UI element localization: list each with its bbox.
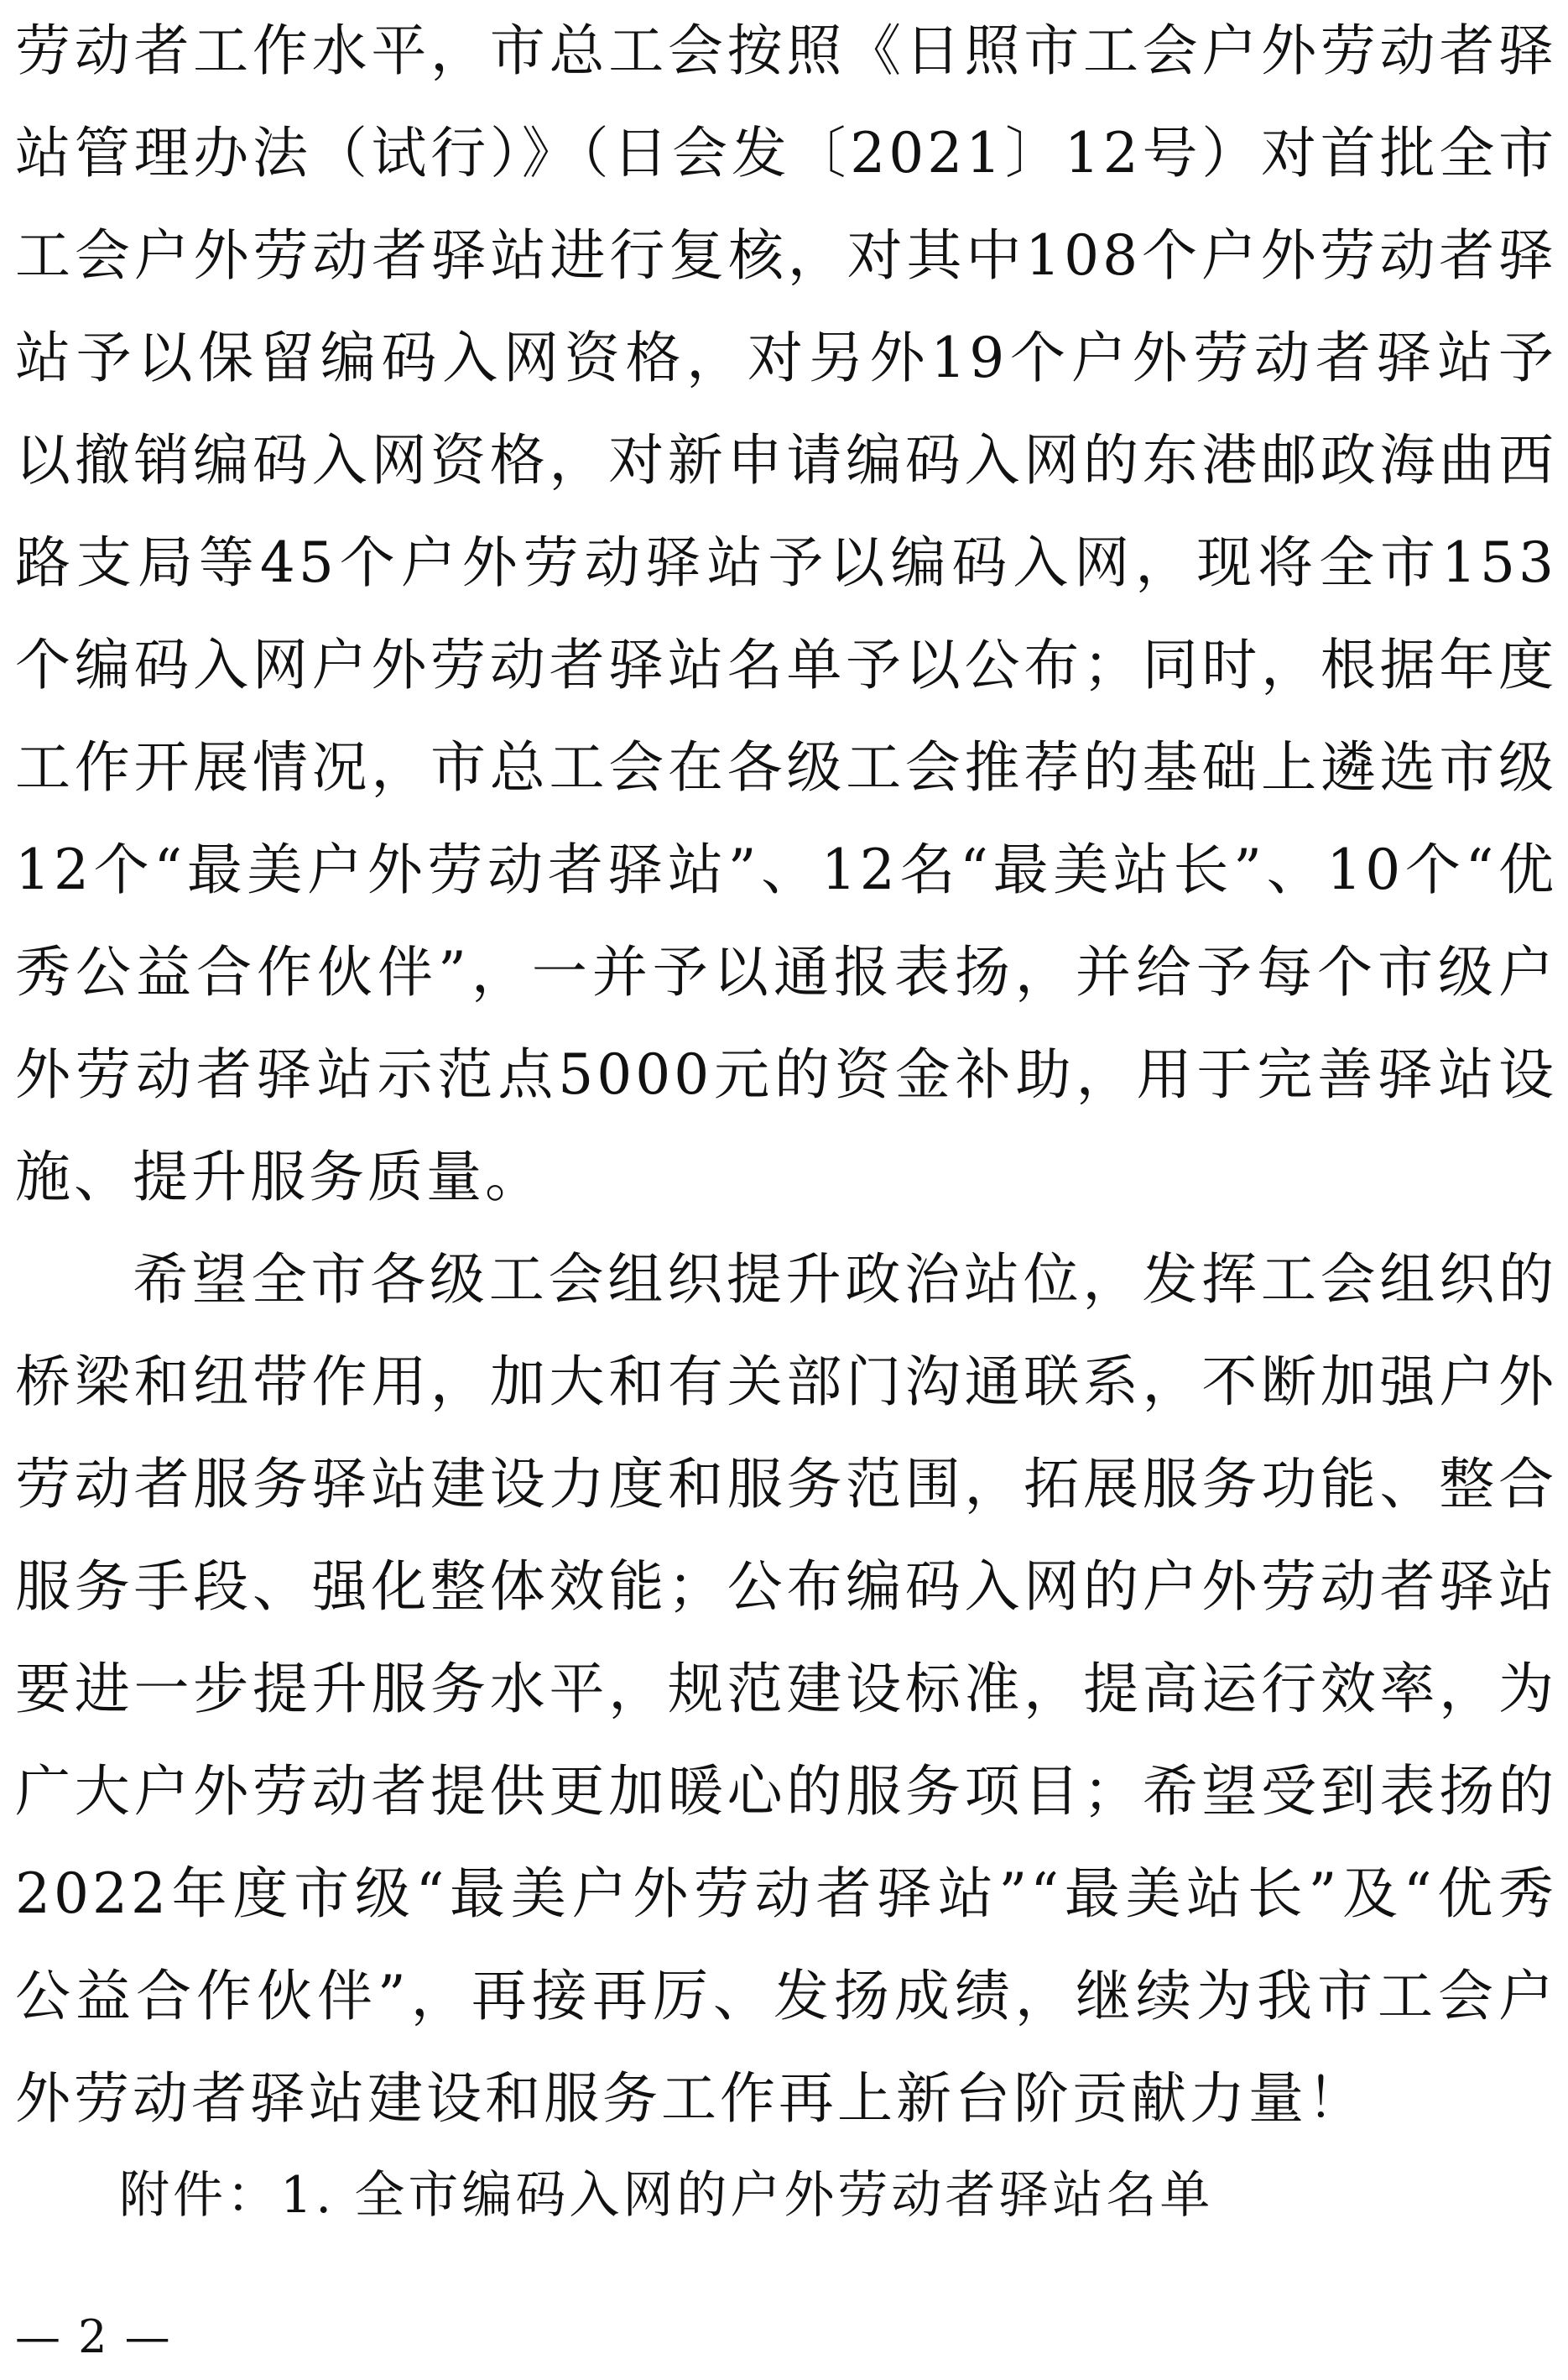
- paragraph-1: 劳动者工作水平，市总工会按照《日照市工会户外劳动者驿站管理办法（试行）》（日会发〔2021〕12号）对首批全市工会户外劳动者驿站进行复核，对其中108个户外劳动者驿站予以保留编码入网资格，对另外19个户外劳动者驿站予以撤销编码入网资格，对新申请编码入网的东港邮政海曲西路支局等45个户外劳动驿站予以编码入网，现将全市153个编码入网户外劳动者驿站名单予以公布；同时，根据年度工作开展情况，市总工会在各级工会推荐的基础上遴选市级12个“最美户外劳动者驿站”、12名“最美站长”、10个“优秀公益合作伙伴”，一并予以通报表扬，并给予每个市级户外劳动者驿站示范点5000元的资金补助，用于完善驿站设施、提升服务质量。: [15, 18, 1557, 1209]
- document-body: [15, 0, 1557, 2150]
- paragraph-2: 希望全市各级工会组织提升政治站位，发挥工会组织的桥梁和纽带作用，加大和有关部门沟通联系，不断加强户外劳动者服务驿站建设力度和服务范围，拓展服务功能、整合服务手段、强化整体效能；公布编码入网的户外劳动者驿站要进一步提升服务水平，规范建设标准，提高运行效率，为广大户外劳动者提供更加暖心的服务项目；希望受到表扬的2022年度市级“最美户外劳动者驿站”“最美站长”及“优秀公益合作伙伴”，再接再厉、发扬成绩，继续为我市工会户外劳动者驿站建设和服务工作再上新台阶贡献力量！: [15, 1247, 1557, 2131]
- page-number: — 2 —: [15, 2310, 172, 2363]
- attachment-line: 附件：1. 全市编码入网的户外劳动者驿站名单: [119, 2166, 1214, 2225]
